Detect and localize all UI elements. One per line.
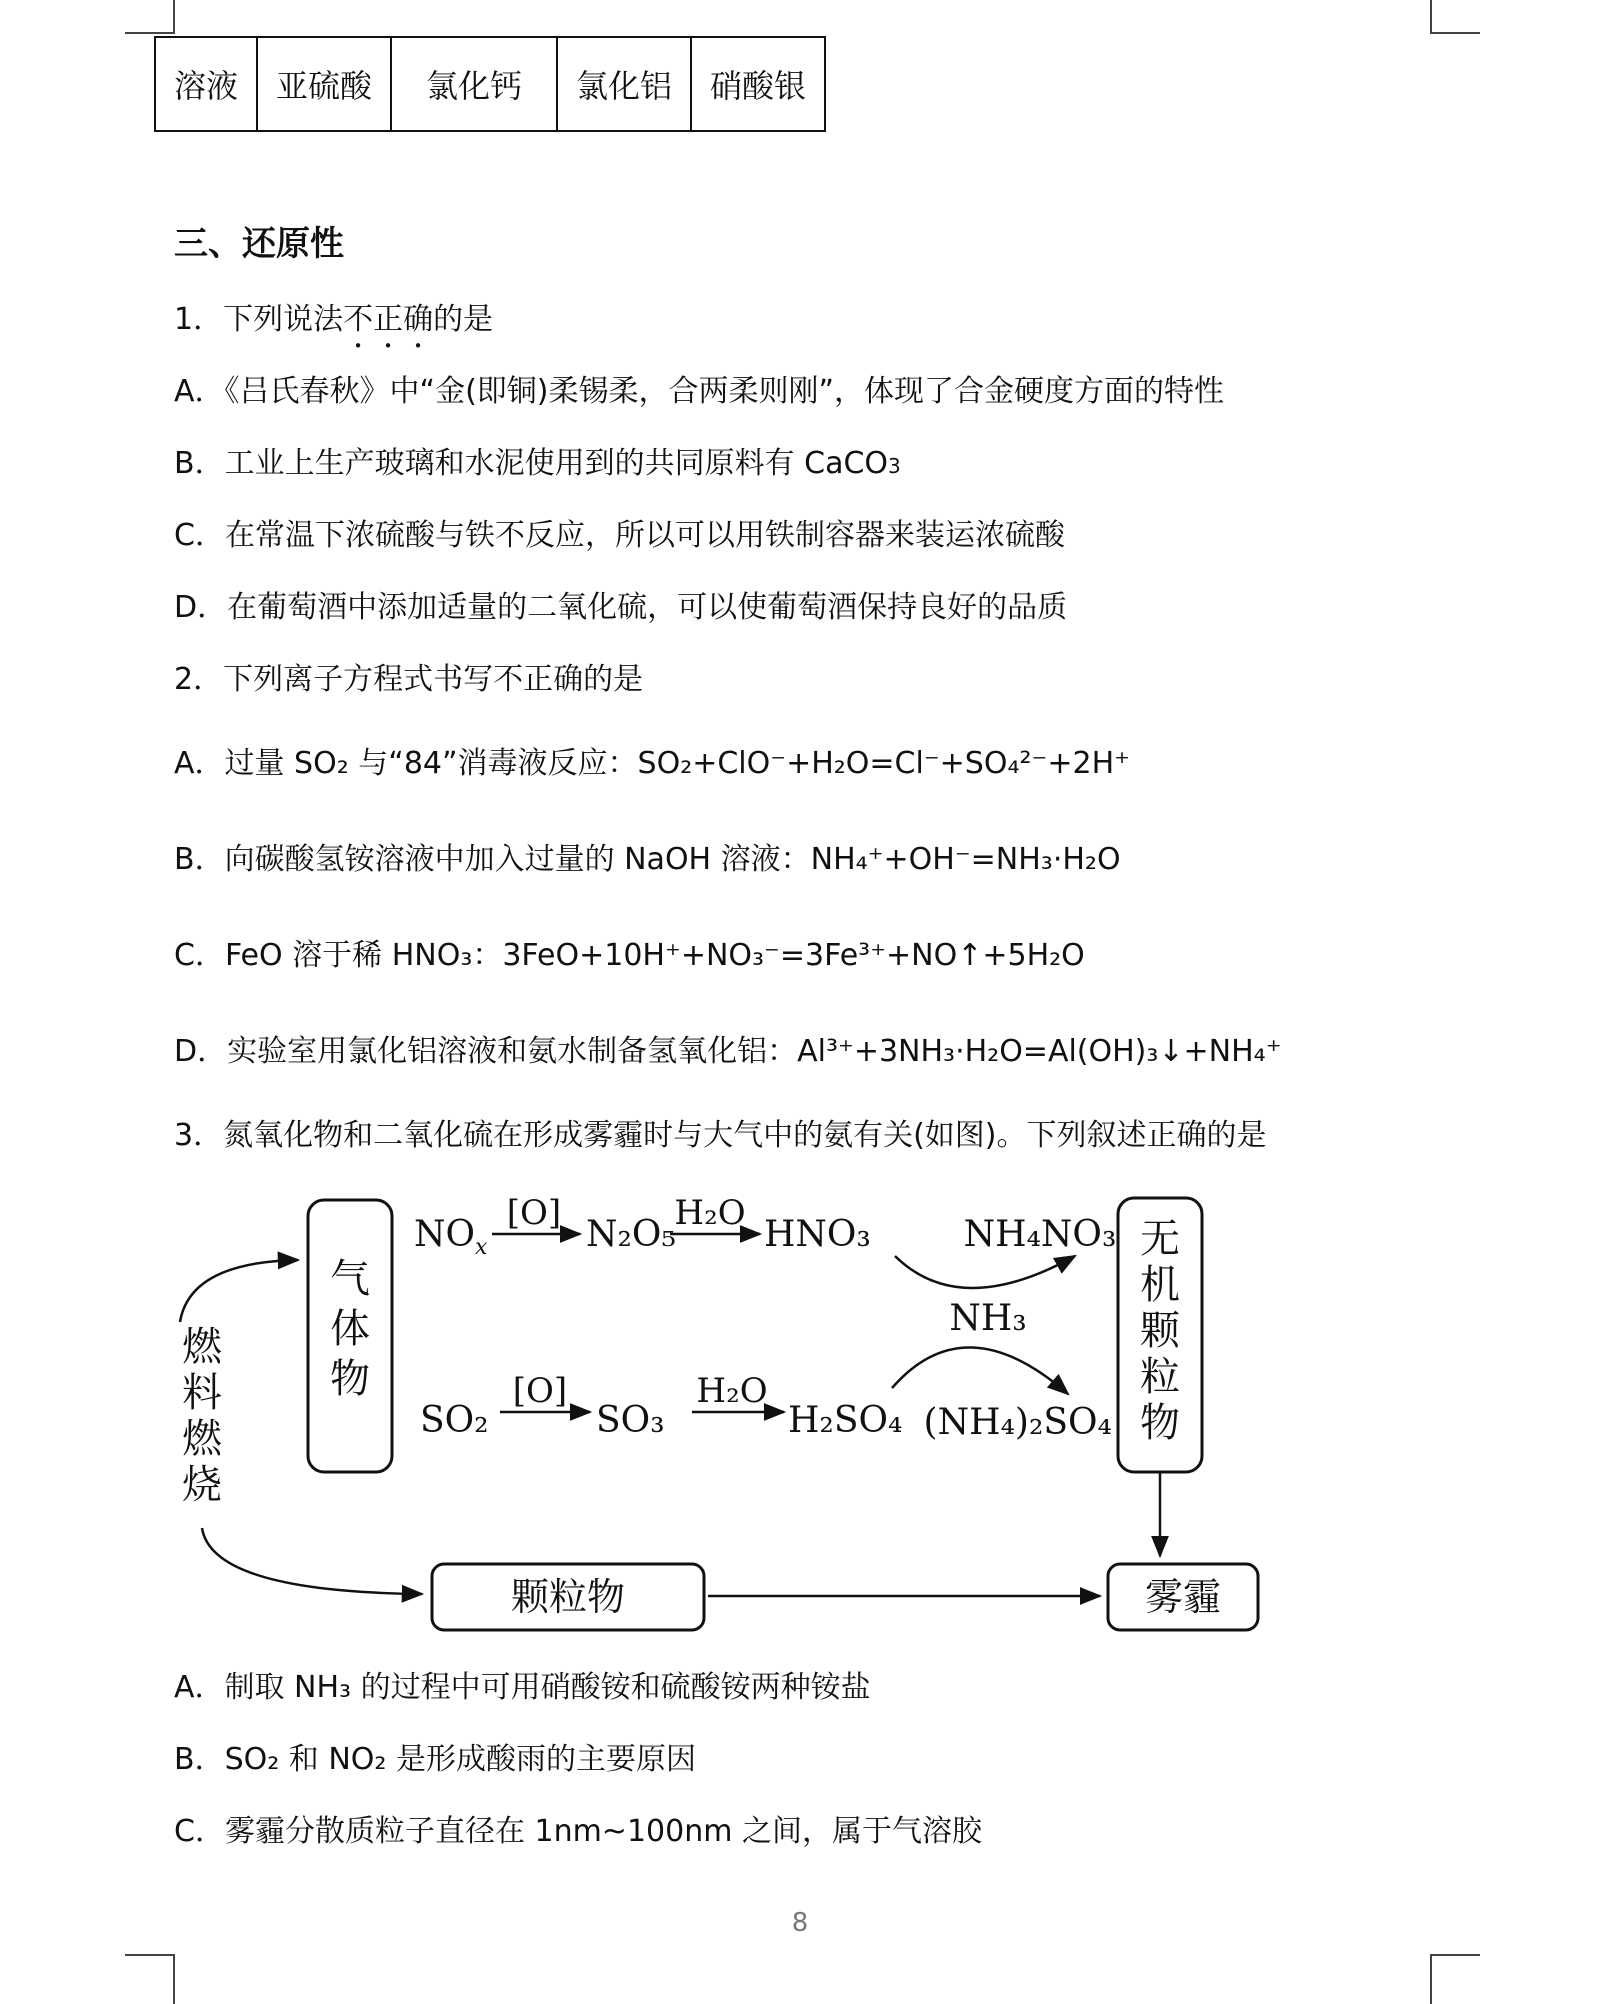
question-3-stem: 3．氮氧化物和二氧化硫在形成雾霾时与大气中的氨有关(如图)。下列叙述正确的是 [174, 1118, 1267, 1153]
fuel-char: 料 [182, 1370, 222, 1416]
crop-mark-bottom-left [125, 1954, 175, 2004]
so3-formula: SO₃ [596, 1400, 665, 1441]
crop-mark-top-right [1430, 0, 1480, 34]
table-cell: 氯化钙 [391, 37, 557, 131]
section-title: 三、还原性 [174, 224, 344, 264]
sulfur-chain [420, 1347, 1112, 1443]
crop-mark-bottom-right [1430, 1954, 1480, 2004]
fuel-to-gas-arrow [180, 1260, 298, 1322]
page-number: 8 [791, 1908, 809, 1938]
ammonia-label: NH₃ [949, 1298, 1027, 1339]
h2so4-to-ammonium-sulfate-arrow [892, 1347, 1068, 1394]
question-2-stem: 2．下列离子方程式书写不正确的是 [174, 662, 644, 697]
q1-option-c: C．在常温下浓硫酸与铁不反应，所以可以用铁制容器来装运浓硫酸 [174, 518, 1065, 553]
fuel-char: 燃 [182, 1324, 222, 1370]
q2-option-b: B．向碳酸氢铵溶液中加入过量的 NaOH 溶液：NH₄⁺+OH⁻=NH₃·H₂O [174, 842, 1121, 877]
q1-option-d: D．在葡萄酒中添加适量的二氧化硫，可以使葡萄酒保持良好的品质 [174, 590, 1068, 625]
haze-box [1108, 1564, 1258, 1630]
question-1-stem: 1．下列说法不正确的是 [174, 302, 494, 337]
haze-label: 雾霾 [1144, 1575, 1222, 1619]
gas-box [308, 1200, 392, 1472]
table-row [155, 37, 825, 131]
q2-option-c: C．FeO 溶于稀 HNO₃：3FeO+10H⁺+NO₃⁻=3Fe³⁺+NO↑+5H₂O [174, 938, 1085, 973]
inorganic-char: 物 [1140, 1400, 1180, 1446]
ammonium-nitrate-formula: NH₄NO₃ [963, 1214, 1117, 1255]
reagent-table [154, 36, 826, 132]
water-label: H₂O [674, 1193, 746, 1233]
particulate-label: 颗粒物 [510, 1575, 626, 1619]
gas-box-char: 物 [330, 1356, 370, 1402]
inorganic-char: 机 [1140, 1262, 1180, 1308]
q1-option-b: B．工业上生产玻璃和水泥使用到的共同原料有 CaCO3 [174, 446, 901, 481]
nitrogen-chain [414, 1193, 1116, 1288]
inorganic-char: 颗 [1140, 1308, 1180, 1354]
fuel-char: 烧 [182, 1462, 222, 1508]
gas-box-char: 气 [330, 1256, 370, 1302]
particulate-box [432, 1564, 704, 1630]
nox-formula: $NO_x$ [414, 1214, 488, 1260]
table-cell: 氯化铝 [557, 37, 691, 131]
table-cell: 亚硫酸 [257, 37, 391, 131]
q2-option-d: D．实验室用氯化铝溶液和氨水制备氢氧化铝：Al³⁺+3NH₃·H₂O=Al(OH)₃↓+NH₄⁺ [174, 1034, 1282, 1069]
hno3-to-nh4no3-arrow [895, 1256, 1075, 1288]
hno3-formula: HNO₃ [764, 1214, 871, 1255]
oxygen-label: [O] [506, 1193, 562, 1233]
table-cell: 溶液 [155, 37, 257, 131]
ammonium-sulfate-formula: (NH₄)₂SO₄ [923, 1402, 1112, 1443]
q3-option-b: B．SO₂ 和 NO₂ 是形成酸雨的主要原因 [174, 1742, 696, 1777]
table-cell: 硝酸银 [691, 37, 825, 131]
q3-option-c: C．雾霾分散质粒子直径在 1nm~100nm 之间，属于气溶胶 [174, 1814, 982, 1849]
so2-formula: SO₂ [420, 1400, 489, 1441]
haze-formation-diagram [150, 1180, 1370, 1640]
q1-option-a: A．《吕氏春秋》中“金(即铜)柔锡柔，合两柔则刚”，体现了合金硬度方面的特性 [174, 374, 1225, 409]
fuel-to-particulate-arrow [202, 1528, 422, 1594]
inorganic-char: 无 [1140, 1216, 1180, 1262]
n2o5-formula: N₂O₅ [586, 1214, 676, 1255]
crop-mark-top-left [125, 0, 175, 34]
inorganic-char: 粒 [1140, 1354, 1180, 1400]
fuel-char: 燃 [182, 1416, 222, 1462]
fuel-combustion-label [182, 1324, 223, 1508]
oxygen-label: [O] [512, 1371, 568, 1411]
q2-option-a: A．过量 SO₂ 与“84”消毒液反应：SO₂+ClO⁻+H₂O=Cl⁻+SO₄²⁻+2H⁺ [174, 746, 1130, 781]
inorganic-particulate-box [1118, 1198, 1202, 1472]
h2so4-formula: H₂SO₄ [788, 1400, 903, 1441]
water-label: H₂O [696, 1371, 768, 1411]
q3-option-a: A．制取 NH₃ 的过程中可用硝酸铵和硫酸铵两种铵盐 [174, 1670, 871, 1705]
gas-box-char: 体 [330, 1306, 370, 1352]
